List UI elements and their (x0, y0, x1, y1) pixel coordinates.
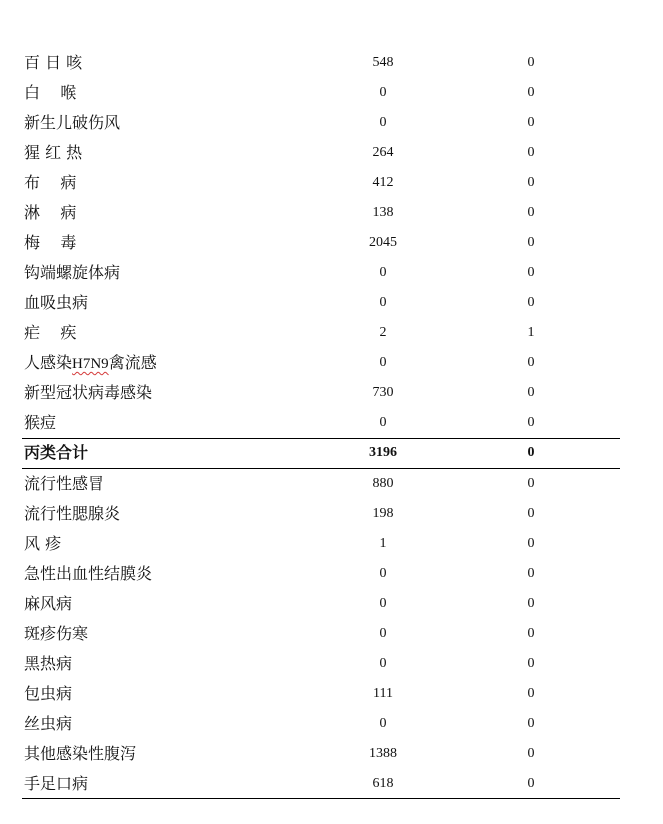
case-count: 111 (373, 686, 393, 701)
death-count: 0 (527, 626, 535, 641)
death-count: 0 (527, 145, 535, 160)
disease-name: 风 疹 (24, 534, 62, 553)
death-count: 0 (527, 115, 535, 130)
death-count: 0 (527, 656, 535, 671)
table-row (22, 348, 620, 378)
table-row (22, 168, 620, 198)
disease-name: 麻风病 (24, 594, 73, 613)
case-count: 138 (372, 205, 394, 220)
death-count: 0 (527, 536, 535, 551)
death-count: 0 (527, 716, 535, 731)
table-row (22, 709, 620, 739)
case-count: 0 (379, 596, 387, 611)
table-row (22, 258, 620, 288)
table-row (22, 739, 620, 769)
case-count: 618 (372, 776, 394, 791)
death-count: 0 (527, 415, 535, 430)
table-row (22, 48, 620, 78)
table-row (22, 138, 620, 168)
case-count: 2045 (369, 235, 397, 250)
table-row (22, 288, 620, 318)
death-count: 1 (527, 325, 535, 340)
disease-name: 疟 疾 (24, 323, 77, 342)
table-row (22, 108, 620, 138)
death-count: 0 (527, 355, 535, 370)
table-row (22, 469, 620, 499)
death-count: 0 (527, 55, 535, 70)
disease-name: 血吸虫病 (24, 293, 89, 312)
table-row (22, 228, 620, 258)
case-count: 1388 (369, 746, 397, 761)
table-row (22, 769, 620, 799)
disease-name: 钩端螺旋体病 (24, 263, 121, 282)
death-count: 0 (527, 265, 535, 280)
case-count: 198 (372, 506, 394, 521)
death-count: 0 (527, 385, 535, 400)
table-row (22, 559, 620, 589)
death-count: 0 (527, 476, 535, 491)
disease-name-suffix: 禽流感 (108, 353, 157, 372)
disease-name: 流行性感冒 (24, 474, 105, 493)
death-count: 0 (527, 235, 535, 250)
disease-name-prefix: 人感染 (24, 353, 73, 372)
case-count: 1 (379, 536, 387, 551)
disease-name: 流行性腮腺炎 (24, 504, 121, 523)
table-row (22, 679, 620, 709)
case-count: 0 (379, 295, 387, 310)
disease-statistics-table (22, 48, 620, 799)
table-row (22, 78, 620, 108)
disease-name-code: H7N9 (72, 356, 109, 372)
case-count: 880 (372, 476, 394, 491)
case-count: 412 (372, 175, 394, 190)
case-count: 0 (379, 626, 387, 641)
total-case-count: 3196 (369, 445, 397, 460)
disease-name: 手足口病 (24, 774, 89, 793)
case-count: 0 (379, 115, 387, 130)
death-count: 0 (527, 596, 535, 611)
total-label: 丙类合计 (24, 443, 89, 462)
case-count: 264 (372, 145, 394, 160)
death-count: 0 (527, 506, 535, 521)
case-count: 548 (372, 55, 394, 70)
disease-name: 布 病 (24, 173, 77, 192)
table-row (22, 619, 620, 649)
table-row (22, 589, 620, 619)
total-death-count: 0 (527, 445, 535, 460)
table-row (22, 499, 620, 529)
death-count: 0 (527, 566, 535, 581)
death-count: 0 (527, 175, 535, 190)
case-count: 0 (379, 716, 387, 731)
disease-name: 白 喉 (24, 83, 77, 102)
case-count: 0 (379, 355, 387, 370)
death-count: 0 (527, 85, 535, 100)
table-bottom-rule (22, 798, 620, 799)
disease-name (24, 348, 157, 379)
disease-name: 百 日 咳 (24, 53, 83, 72)
death-count: 0 (527, 295, 535, 310)
disease-name: 斑疹伤寒 (24, 624, 89, 643)
death-count: 0 (527, 686, 535, 701)
disease-name: 急性出血性结膜炎 (24, 564, 153, 583)
disease-name: 其他感染性腹泻 (24, 744, 137, 763)
total-row (22, 438, 620, 469)
case-count: 0 (379, 656, 387, 671)
case-count: 0 (379, 566, 387, 581)
disease-name: 包虫病 (24, 684, 73, 703)
disease-name: 猴痘 (24, 413, 57, 432)
table-row (22, 198, 620, 228)
disease-name: 梅 毒 (24, 233, 77, 252)
disease-name: 新生儿破伤风 (24, 113, 121, 132)
case-count: 2 (379, 325, 387, 340)
disease-name: 黑热病 (24, 654, 73, 673)
death-count: 0 (527, 746, 535, 761)
disease-name: 丝虫病 (24, 714, 73, 733)
disease-name: 淋 病 (24, 203, 77, 222)
case-count: 0 (379, 85, 387, 100)
table-row (22, 378, 620, 408)
disease-name: 猩 红 热 (24, 143, 83, 162)
table-row (22, 529, 620, 559)
death-count: 0 (527, 205, 535, 220)
disease-name: 新型冠状病毒感染 (24, 383, 153, 402)
death-count: 0 (527, 776, 535, 791)
case-count: 0 (379, 265, 387, 280)
table-row (22, 318, 620, 348)
table-row (22, 649, 620, 679)
case-count: 0 (379, 415, 387, 430)
case-count: 730 (372, 385, 394, 400)
